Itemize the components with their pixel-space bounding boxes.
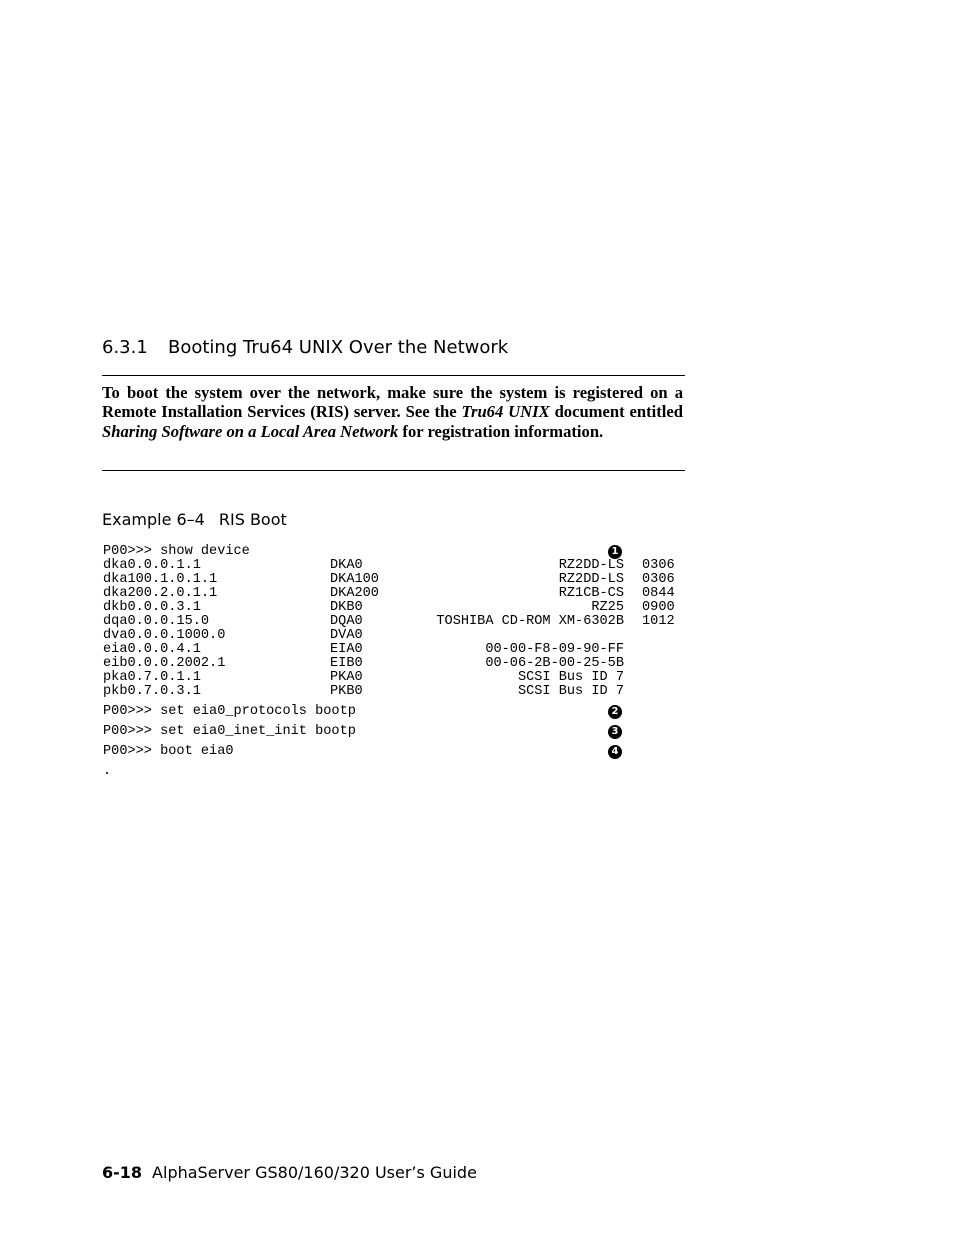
device-desc: 00-00-F8-09-90-FF	[485, 642, 624, 657]
device-row	[103, 671, 703, 685]
device-name: dqa0.0.0.15.0	[103, 614, 210, 629]
device-row	[103, 615, 703, 629]
page-number: 6-18	[102, 1163, 143, 1182]
device-name: pka0.7.0.1.1	[103, 670, 201, 685]
device-name: dka0.0.0.1.1	[103, 558, 201, 573]
device-name: eib0.0.0.2002.1	[103, 656, 226, 671]
command-boot: P00>>> boot eia0	[103, 744, 234, 759]
device-desc: SCSI Bus ID 7	[517, 684, 624, 699]
example-caption	[102, 510, 287, 529]
device-desc: RZ25	[591, 600, 624, 615]
device-alias: PKB0	[330, 684, 363, 699]
code-continuation: .	[103, 764, 112, 779]
example-number: Example 6–4	[102, 510, 205, 529]
command-show-device: P00>>> show device	[103, 544, 250, 559]
device-row	[103, 657, 703, 671]
top-rule	[102, 375, 685, 376]
code-line	[103, 765, 703, 779]
intro-text-2: document entitled	[549, 402, 683, 422]
intro-text-1: To boot the system over the network, make sure the system is registered on a Remote Installation Services (RIS) server. See the	[102, 383, 683, 422]
device-desc: TOSHIBA CD-ROM XM-6302B	[436, 614, 624, 629]
device-desc: RZ2DD-LS	[558, 572, 624, 587]
device-row	[103, 573, 703, 587]
intro-emphasis-1: Tru64 UNIX	[461, 402, 550, 422]
device-name: dva0.0.0.1000.0	[103, 628, 226, 643]
device-name: dka200.2.0.1.1	[103, 586, 218, 601]
callout-4-icon: 4	[608, 745, 622, 759]
example-title: RIS Boot	[218, 510, 287, 529]
intro-emphasis-2: Sharing Software on a Local Area Network	[102, 421, 399, 441]
device-alias: DKA200	[330, 586, 379, 601]
device-row	[103, 643, 703, 657]
device-alias: EIB0	[330, 656, 363, 671]
document-title: AlphaServer GS80/160/320 User’s Guide	[152, 1163, 477, 1182]
device-alias: DQA0	[330, 614, 363, 629]
callout-2-icon: 2	[608, 705, 622, 719]
device-name: pkb0.7.0.3.1	[103, 684, 201, 699]
device-rev: 0306	[642, 558, 675, 573]
section-title: Booting Tru64 UNIX Over the Network	[168, 337, 509, 358]
device-rev: 1012	[642, 614, 675, 629]
callout-3-icon: 3	[608, 725, 622, 739]
device-name: dkb0.0.0.3.1	[103, 600, 201, 615]
device-name: dka100.1.0.1.1	[103, 572, 218, 587]
command-set-protocols: P00>>> set eia0_protocols bootp	[103, 704, 356, 719]
device-alias: DKA0	[330, 558, 363, 573]
command-set-inet-init: P00>>> set eia0_inet_init bootp	[103, 724, 356, 739]
device-row	[103, 587, 703, 601]
device-desc: 00-06-2B-00-25-5B	[485, 656, 624, 671]
device-name: eia0.0.0.4.1	[103, 642, 201, 657]
callout-1-icon: 1	[608, 545, 622, 559]
code-line	[103, 745, 703, 759]
code-line	[103, 545, 703, 559]
section-number: 6.3.1	[102, 337, 148, 358]
section-heading	[102, 337, 702, 358]
device-rev: 0900	[642, 600, 675, 615]
code-listing	[103, 545, 703, 779]
device-row	[103, 559, 703, 573]
code-line	[103, 705, 703, 719]
device-row	[103, 629, 703, 643]
device-desc: RZ1CB-CS	[558, 586, 624, 601]
device-row	[103, 685, 703, 699]
intro-paragraph	[102, 383, 683, 441]
intro-text-3: for registration information.	[398, 421, 604, 441]
device-alias: DVA0	[330, 628, 363, 643]
device-row	[103, 601, 703, 615]
device-rev: 0844	[642, 586, 675, 601]
device-alias: DKB0	[330, 600, 363, 615]
device-alias: EIA0	[330, 642, 363, 657]
device-rev: 0306	[642, 572, 675, 587]
device-alias: PKA0	[330, 670, 363, 685]
code-line	[103, 725, 703, 739]
page-footer	[102, 1163, 477, 1182]
bottom-rule	[102, 470, 685, 471]
device-desc: RZ2DD-LS	[558, 558, 624, 573]
device-alias: DKA100	[330, 572, 379, 587]
device-desc: SCSI Bus ID 7	[517, 670, 624, 685]
